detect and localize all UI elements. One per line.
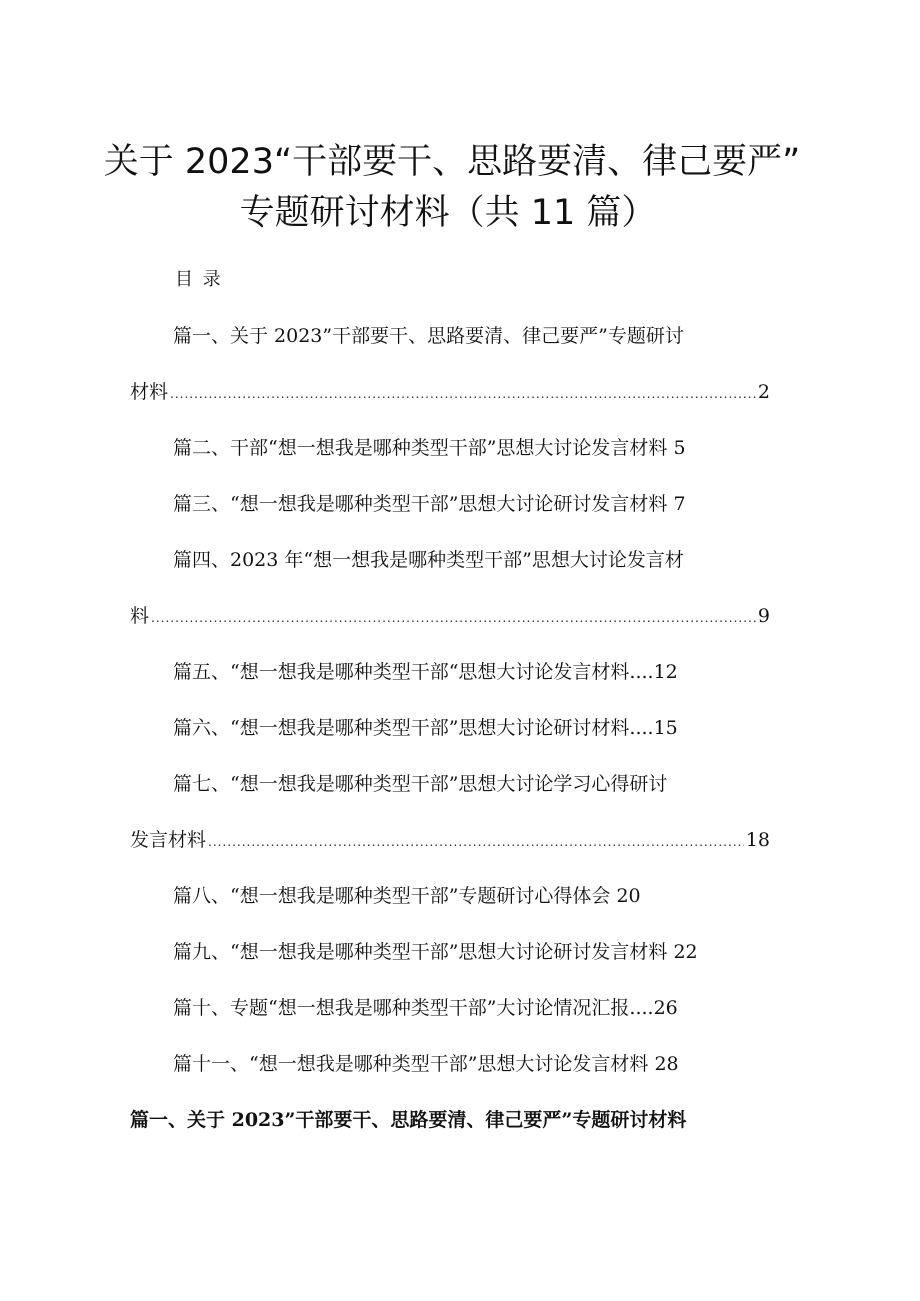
toc-entry-4-line-2[interactable]	[130, 601, 770, 628]
toc-entry-1-page: 2	[757, 381, 770, 403]
toc-entry-7-page: 18	[745, 829, 770, 851]
toc-entry-10[interactable]: 篇十、专题“想一想我是哪种类型干部”大讨论情况汇报....26	[173, 997, 678, 1019]
toc-entry-7-line-1[interactable]: 篇七、“想一想我是哪种类型干部”思想大讨论学习心得研讨	[173, 773, 668, 795]
toc-label: 目 录	[175, 269, 223, 290]
dot-leader	[151, 611, 756, 625]
toc-entry-4-tail: 料	[130, 605, 150, 627]
toc-entry-1-line-2[interactable]	[130, 377, 770, 404]
toc-entry-1-tail: 材料	[130, 381, 169, 403]
toc-entry-9[interactable]: 篇九、“想一想我是哪种类型干部”思想大讨论研讨发言材料 22	[173, 941, 698, 963]
toc-entry-2[interactable]: 篇二、干部“想一想我是哪种类型干部”思想大讨论发言材料 5	[173, 437, 686, 459]
toc-entry-4-page: 9	[757, 605, 770, 627]
document-title-line-1: 关于 2023“干部要干、思路要清、律己要严”	[103, 142, 801, 182]
toc-entry-7-line-2[interactable]	[130, 825, 770, 852]
toc-entry-8[interactable]: 篇八、“想一想我是哪种类型干部”专题研讨心得体会 20	[173, 885, 641, 907]
toc-entry-5[interactable]: 篇五、“想一想我是哪种类型干部“思想大讨论发言材料....12	[173, 661, 678, 683]
dot-leader	[170, 387, 756, 401]
toc-entry-11[interactable]: 篇十一、“想一想我是哪种类型干部”思想大讨论发言材料 28	[173, 1053, 679, 1075]
toc-entry-6[interactable]: 篇六、“想一想我是哪种类型干部”思想大讨论研讨材料....15	[173, 717, 678, 739]
toc-entry-3[interactable]: 篇三、“想一想我是哪种类型干部”思想大讨论研讨发言材料 7	[173, 493, 686, 515]
section-heading: 篇一、关于 2023”干部要干、思路要清、律己要严”专题研讨材料	[130, 1109, 687, 1131]
toc-entry-4-line-1[interactable]: 篇四、2023 年“想一想我是哪种类型干部”思想大讨论发言材	[173, 549, 684, 571]
document-title-line-2: 专题研讨材料（共 11 篇）	[239, 193, 657, 233]
toc-entry-1-line-1[interactable]: 篇一、关于 2023”干部要干、思路要清、律己要严”专题研讨	[173, 325, 684, 347]
toc-entry-7-tail: 发言材料	[130, 829, 207, 851]
dot-leader	[208, 835, 744, 849]
